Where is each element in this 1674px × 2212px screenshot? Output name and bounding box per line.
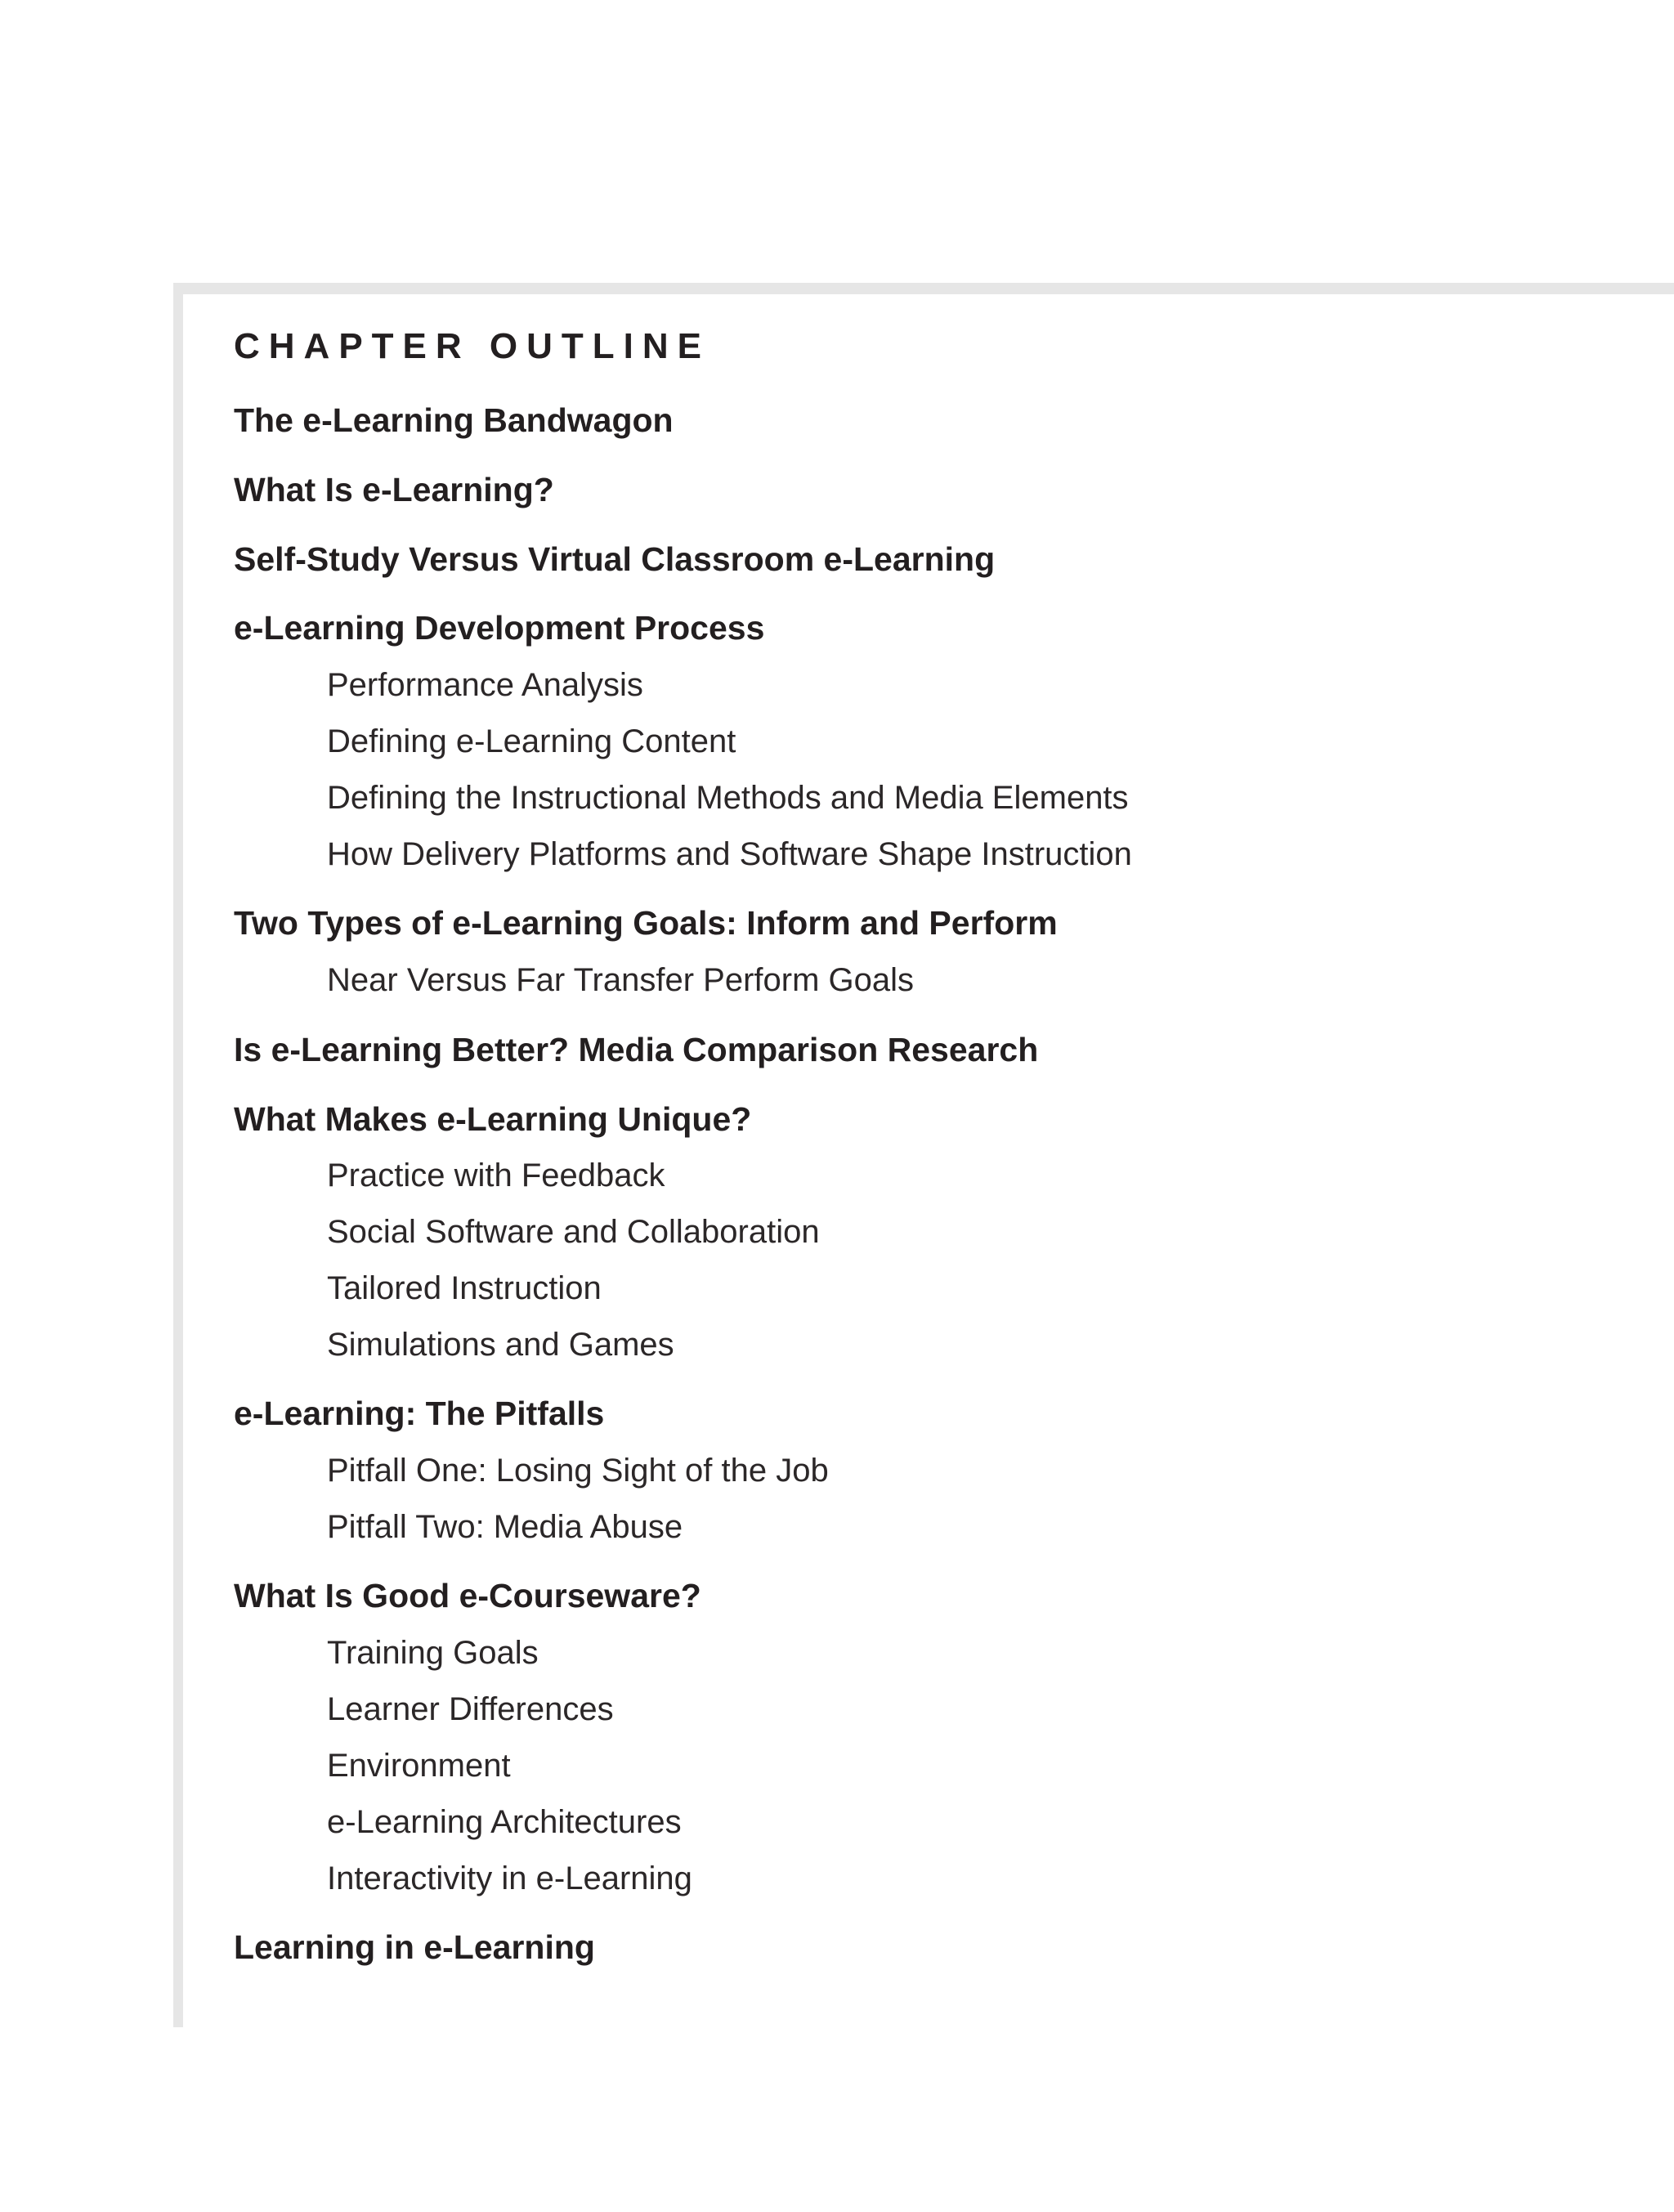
outline-subheading: Interactivity in e-Learning [327,1860,692,1896]
outline-subheading: How Delivery Platforms and Software Shape Instruction [327,836,1132,872]
outline-heading: What Makes e-Learning Unique? [234,1100,752,1138]
outline-heading: e-Learning Development Process [234,609,765,647]
chapter-outline-title: CHAPTER OUTLINE [234,326,710,366]
outline-subheading: Tailored Instruction [327,1270,602,1306]
outline-subheading: Training Goals [327,1635,539,1671]
outline-frame-left-border [173,283,183,2027]
outline-heading: Learning in e-Learning [234,1928,595,1966]
outline-subheading: Simulations and Games [327,1327,674,1363]
outline-subheading: Near Versus Far Transfer Perform Goals [327,962,915,998]
outline-heading: The e-Learning Bandwagon [234,401,674,439]
outline-subheading: e-Learning Architectures [327,1804,682,1840]
outline-heading: What Is e-Learning? [234,471,554,508]
outline-subheading: Practice with Feedback [327,1157,665,1193]
outline-subheading: Defining the Instructional Methods and Media Elements [327,780,1129,816]
outline-heading: Self-Study Versus Virtual Classroom e-Learning [234,540,996,578]
outline-heading: Two Types of e-Learning Goals: Inform and Perform [234,904,1058,942]
outline-subheading: Learner Differences [327,1691,614,1727]
outline-heading: What Is Good e-Courseware? [234,1577,701,1614]
outline-subheading: Social Software and Collaboration [327,1214,820,1250]
outline-heading: Is e-Learning Better? Media Comparison Research [234,1031,1039,1068]
outline-subheading: Performance Analysis [327,667,643,703]
outline-subheading: Pitfall One: Losing Sight of the Job [327,1453,829,1489]
outline-subheading: Defining e-Learning Content [327,723,736,759]
outline-frame-top-border [173,283,1674,294]
outline-subheading: Environment [327,1748,511,1784]
outline-heading: e-Learning: The Pitfalls [234,1395,605,1432]
outline-subheading: Pitfall Two: Media Abuse [327,1509,683,1545]
